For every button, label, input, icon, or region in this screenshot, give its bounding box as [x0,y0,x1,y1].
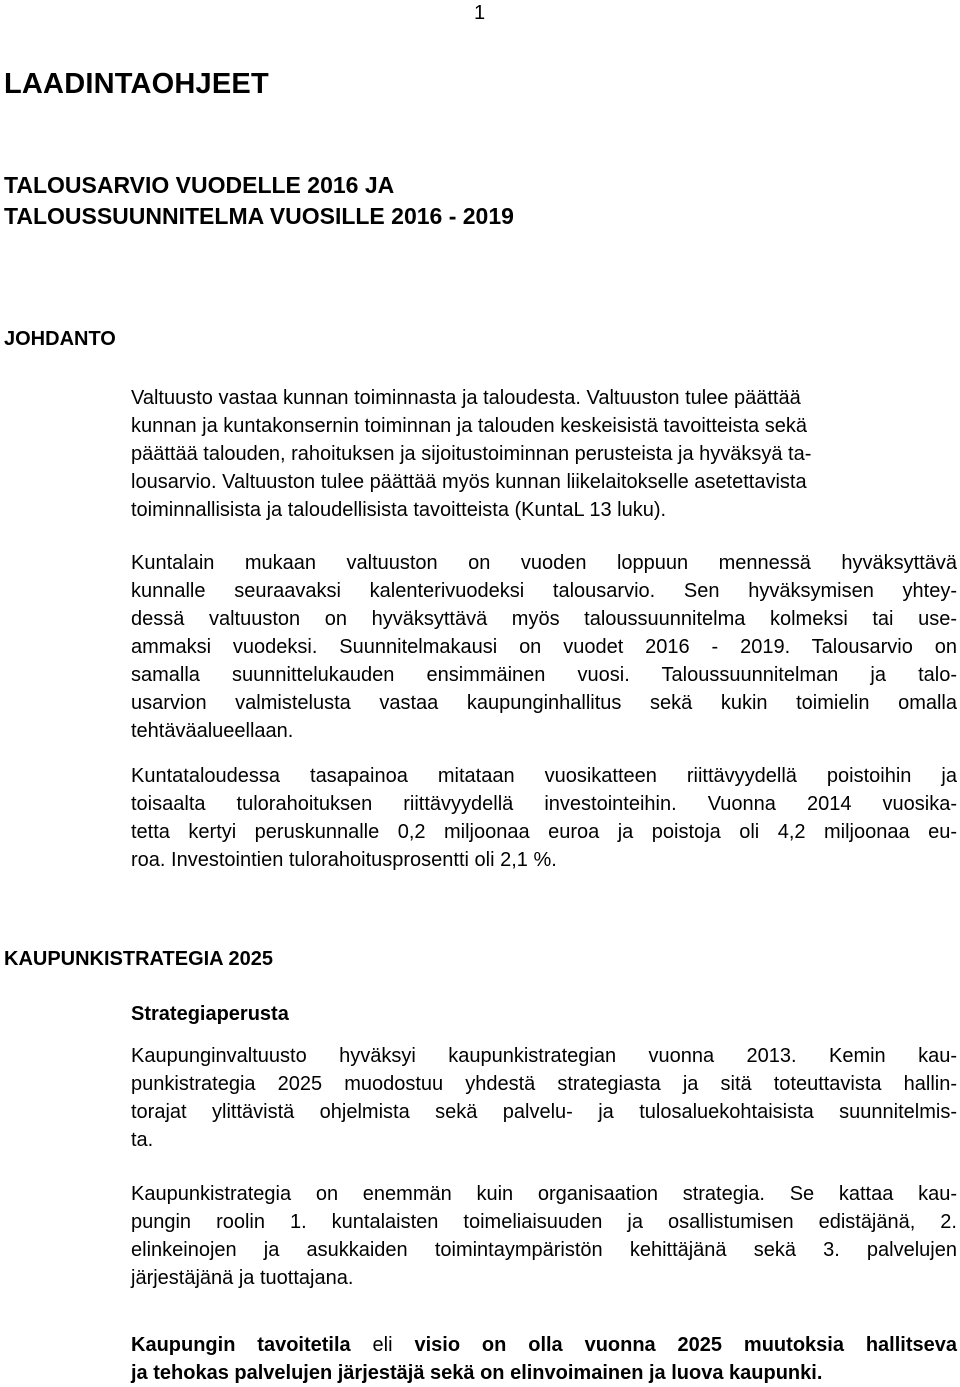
paragraph-johdanto-2 [131,549,957,745]
text-line: päättää talouden, rahoituksen ja sijoitustoiminnan perusteista ja hyväksyä ta- [131,443,812,465]
text-line: ammaksi vuodeksi. Suunnitelmakausi on vuodet 2016 - 2019. Talousarvio on [131,636,957,658]
text-line: kunnalle seuraavaksi kalenterivuodeksi talousarvio. Sen hyväksymisen yhtey- [131,580,957,602]
text-line: Kuntataloudessa tasapainoa mitataan vuosikatteen riittävyydellä poistoihin ja [131,765,957,787]
vision-text: visio on olla vuonna 2025 muutoksia hallitseva [414,1334,958,1356]
subtitle-line: TALOUSARVIO VUODELLE 2016 JA [4,172,395,198]
section-heading-kaupunkistrategia: KAUPUNKISTRATEGIA 2025 [4,948,273,970]
text-line: toiminnallisista ja taloudellisista tavoitteista (KuntaL 13 luku). [131,499,667,521]
text-line: lousarvio. Valtuuston tulee päättää myös kunnan liikelaitokselle asetettavista [131,471,807,493]
text-line: Valtuusto vastaa kunnan toiminnasta ja taloudesta. Valtuuston tulee päättää [131,387,801,409]
text-line [131,1359,957,1387]
text-line: torajat ylittävistä ohjelmista sekä palvelu- ja tulosaluekohtaisista suunnitelmis- [131,1101,957,1123]
text-line: punkistrategia 2025 muodostuu yhdestä strategiasta ja sitä toteuttavista hallin- [131,1073,957,1095]
text-line: ta. [131,1129,154,1151]
text-line: kunnan ja kuntakonsernin toiminnan ja talouden keskeisistä tavoitteista sekä [131,415,807,437]
text-line: Kaupunginvaltuusto hyväksyi kaupunkistrategian vuonna 2013. Kemin kau- [131,1045,957,1067]
section-heading-johdanto: JOHDANTO [4,328,116,350]
vision-connector: eli [350,1334,415,1356]
text-line: elinkeinojen ja asukkaiden toimintaympäristön kehittäjänä sekä 3. palvelujen [131,1239,957,1261]
text-line: roa. Investointien tulorahoitusprosentti oli 2,1 %. [131,849,557,871]
vision-statement [131,1331,957,1387]
text-line: tehtäväalueellaan. [131,720,294,742]
text-line: usarvion valmistelusta vastaa kaupunginhallitus sekä kukin toimielin omalla [131,692,957,714]
paragraph-strategia-2 [131,1180,957,1292]
vision-label: Kaupungin tavoitetila [131,1334,351,1356]
page-title: LAADINTAOHJEET [4,68,269,100]
text-line: samalla suunnittelukauden ensimmäinen vuosi. Taloussuunnitelman ja talo- [131,664,957,686]
page-number: 1 [474,2,486,24]
text-line: tetta kertyi peruskunnalle 0,2 miljoonaa euroa ja poistoja oli 4,2 miljoonaa eu- [131,821,957,843]
paragraph-strategia-1 [131,1042,957,1154]
text-line: pungin roolin 1. kuntalaisten toimeliaisuuden ja osallistumisen edistäjänä, 2. [131,1211,957,1233]
text-line: toisaalta tulorahoituksen riittävyydellä investointeihin. Vuonna 2014 vuosika- [131,793,957,815]
subheading-strategiaperusta: Strategiaperusta [131,1003,289,1025]
text-line [131,1331,957,1359]
text-line: järjestäjänä ja tuottajana. [131,1267,354,1289]
document-subtitle [4,170,514,232]
text-line: dessä valtuuston on hyväksyttävä myös taloussuunnitelma kolmeksi tai use- [131,608,957,630]
vision-text: ja tehokas palvelujen järjestäjä sekä on elinvoimainen ja luova kaupunki. [131,1362,823,1384]
text-line: Kuntalain mukaan valtuuston on vuoden loppuun mennessä hyväksyttävä [131,552,957,574]
paragraph-johdanto-3 [131,762,957,874]
paragraph-johdanto-1 [131,384,957,524]
text-line: Kaupunkistrategia on enemmän kuin organisaation strategia. Se kattaa kau- [131,1183,957,1205]
subtitle-line: TALOUSSUUNNITELMA VUOSILLE 2016 - 2019 [4,203,514,229]
